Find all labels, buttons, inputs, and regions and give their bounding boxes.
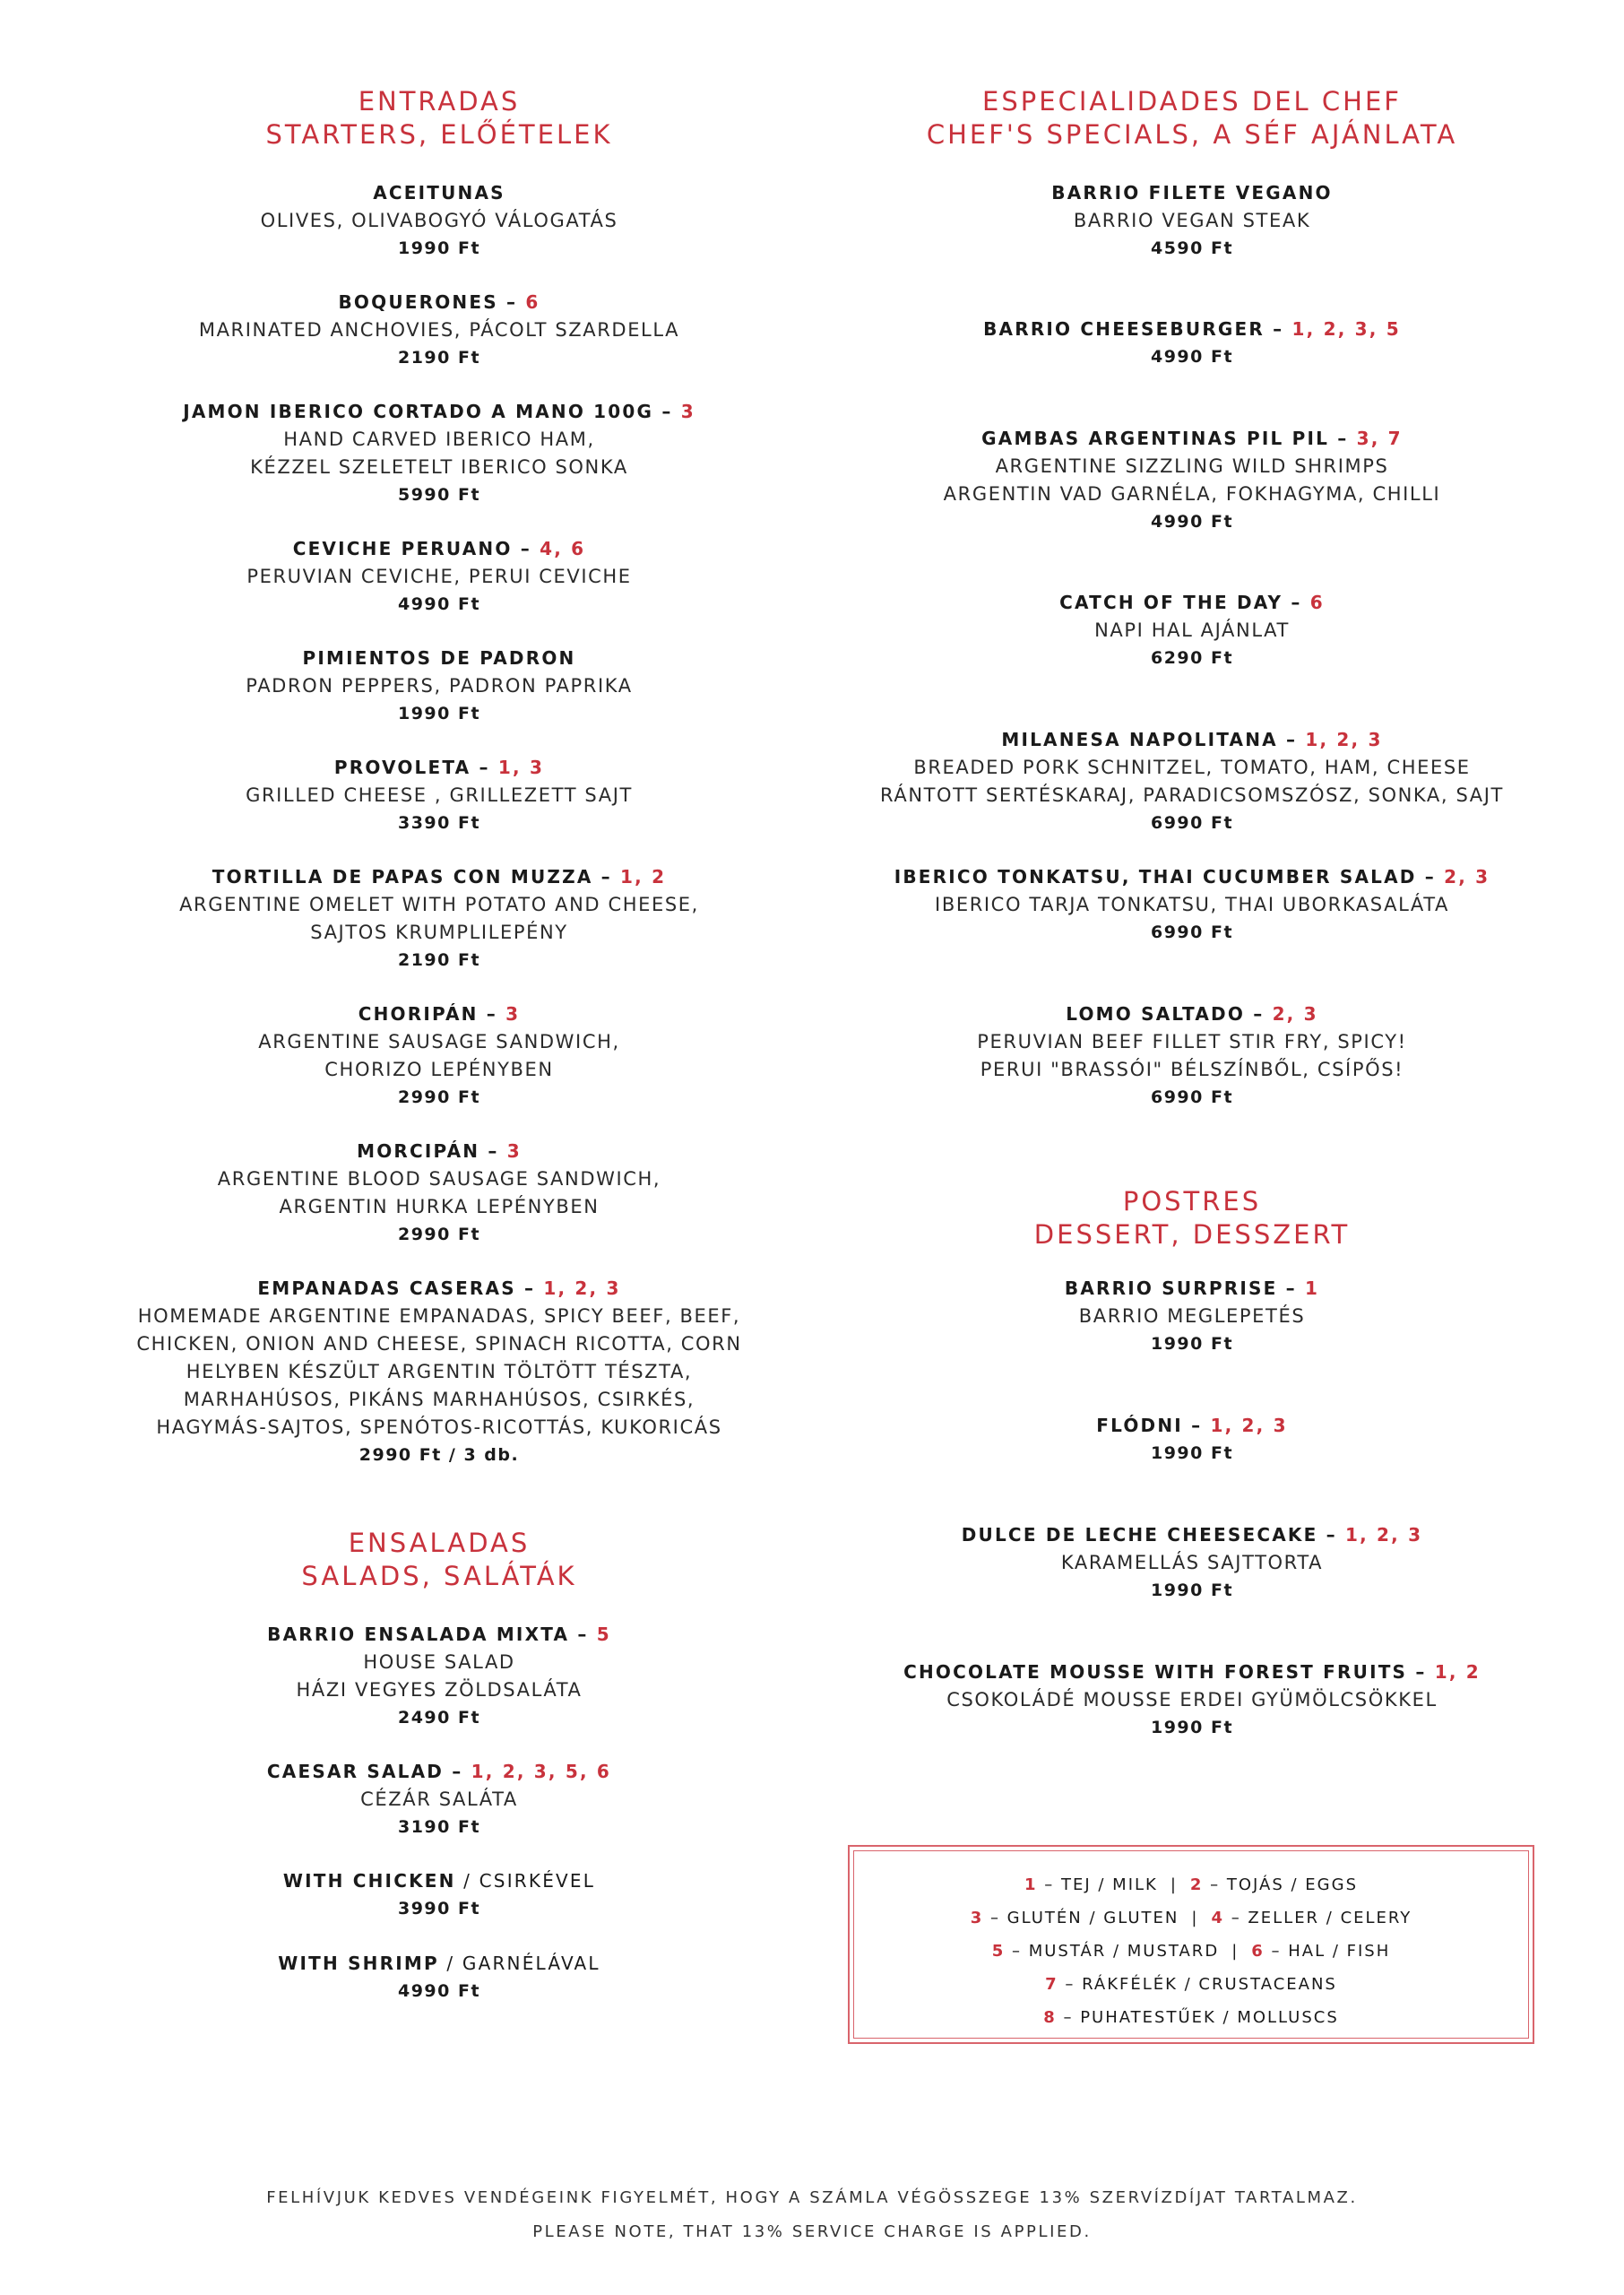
dish-name: CATCH OF THE DAY — [1059, 592, 1283, 613]
menu-item — [81, 1867, 798, 1923]
allergen-codes: 4, 6 — [540, 538, 586, 559]
allergen-number: 8 — [1043, 2008, 1057, 2027]
allergen-number: 2 — [1189, 1875, 1204, 1894]
allergen-name: – RÁKFÉLÉK / CRUSTACEANS — [1058, 1975, 1337, 1994]
allergen-separator: – — [1245, 1003, 1273, 1025]
item-name — [81, 863, 798, 891]
dish-description: KARAMELLÁS SAJTTORTA — [1060, 1552, 1324, 1573]
allergen-separator: – — [1265, 318, 1292, 340]
dish-name: CHORIPÁN — [358, 1003, 479, 1025]
item-name — [825, 863, 1559, 891]
item-name — [81, 1950, 798, 1978]
menu-item — [81, 1758, 798, 1841]
dish-description: PERUVIAN BEEF FILLET STIR FRY, SPICY! — [977, 1031, 1407, 1052]
dish-name: BARRIO CHEESEBURGER — [983, 318, 1265, 340]
allergen-codes: 1, 2, 3, 5, 6 — [471, 1761, 612, 1782]
allergen-separator: – — [497, 291, 526, 313]
dish-price: 4990 Ft — [1150, 347, 1234, 367]
dish-description: PADRON PEPPERS, PADRON PAPRIKA — [246, 675, 633, 697]
allergen-codes: 2, 3 — [1272, 1003, 1318, 1025]
dish-name: IBERICO TONKATSU, THAI CUCUMBER SALAD — [894, 866, 1417, 888]
dish-description: CHICKEN, ONION AND CHEESE, SPINACH RICOTTA, CORN — [136, 1333, 742, 1355]
legend-row — [850, 1901, 1533, 1935]
dish-name: BARRIO SURPRISE — [1064, 1277, 1278, 1299]
allergen-name: – GLUTÉN / GLUTEN — [983, 1909, 1179, 1927]
dish-name: GAMBAS ARGENTINAS PIL PIL — [981, 428, 1330, 449]
dish-price: 2190 Ft — [397, 348, 481, 368]
item-name — [825, 1275, 1559, 1303]
dish-name: BARRIO FILETE VEGANO — [1051, 182, 1333, 204]
allergen-separator: – — [1277, 729, 1306, 750]
dish-description: SAJTOS KRUMPLILEPÉNY — [310, 922, 568, 943]
section-title-specials-line: CHEF'S SPECIALS, A SÉF AJÁNLATA — [926, 119, 1458, 150]
legend-divider: | — [1231, 1942, 1240, 1961]
dish-price: 1990 Ft — [397, 704, 481, 723]
item-name — [825, 1000, 1559, 1028]
dish-price: 6990 Ft — [1150, 813, 1234, 833]
section-title-dessert-line: DESSERT, DESSZERT — [1033, 1219, 1351, 1250]
allergen-codes: 1, 2 — [620, 866, 667, 888]
allergen-separator: – — [515, 1277, 544, 1299]
item-name — [825, 179, 1559, 207]
allergen-codes: 3 — [680, 401, 695, 422]
dish-name: PROVOLETA — [333, 757, 471, 778]
dish-description: ARGENTINE OMELET WITH POTATO AND CHEESE, — [179, 894, 699, 915]
allergen-separator: – — [512, 538, 540, 559]
allergen-codes: 3 — [505, 1003, 521, 1025]
dish-description: HAGYMÁS-SAJTOS, SPENÓTOS-RICOTTÁS, KUKORICÁS — [156, 1416, 722, 1438]
allergen-separator: – — [444, 1761, 471, 1782]
dish-price: 4990 Ft — [397, 1981, 481, 2001]
allergen-separator: – — [1317, 1524, 1345, 1546]
dish-description: PERUVIAN CEVICHE, PERUI CEVICHE — [246, 566, 632, 587]
item-name — [825, 589, 1559, 617]
allergen-separator: – — [1277, 1277, 1305, 1299]
menu-item — [81, 398, 798, 509]
dish-description: PERUI "BRASSÓI" BÉLSZÍNBŐL, CSÍPŐS! — [980, 1059, 1404, 1080]
dish-name: CAESAR SALAD — [266, 1761, 445, 1782]
dish-name: TORTILLA DE PAPAS CON MUZZA — [212, 866, 593, 888]
section-title-starters — [81, 85, 798, 152]
dish-name: MORCIPÁN — [357, 1140, 480, 1162]
dish-name: CEVICHE PERUANO — [292, 538, 513, 559]
allergen-separator: – — [479, 1140, 507, 1162]
dish-name: BARRIO ENSALADA MIXTA — [267, 1624, 570, 1645]
dish-description: BARRIO MEGLEPETÉS — [1078, 1305, 1306, 1327]
allergen-codes: 1, 2, 3 — [1210, 1415, 1288, 1436]
menu-item — [825, 726, 1559, 837]
allergen-number: 5 — [991, 1942, 1006, 1961]
dish-description: HAND CARVED IBERICO HAM, — [283, 429, 595, 450]
dish-price: 2990 Ft / 3 db. — [358, 1445, 520, 1465]
dish-price: 4990 Ft — [1150, 512, 1234, 532]
dish-name: CHOCOLATE MOUSSE WITH FOREST FRUITS — [903, 1661, 1408, 1683]
menu-item — [81, 863, 798, 974]
allergen-number: 4 — [1211, 1909, 1224, 1927]
dish-price: 2190 Ft — [397, 950, 481, 970]
dish-price: 3390 Ft — [397, 813, 481, 833]
dish-name: ACEITUNAS — [373, 182, 505, 204]
item-name — [825, 1412, 1559, 1440]
dish-price: 2990 Ft — [397, 1225, 481, 1244]
allergen-codes: 1, 2, 3, 5 — [1291, 318, 1401, 340]
allergen-separator: – — [1283, 592, 1310, 613]
allergen-separator: – — [1416, 866, 1445, 888]
menu-item — [825, 1000, 1559, 1112]
menu-item — [825, 316, 1559, 371]
section-title-salads-line: SALADS, SALÁTÁK — [301, 1561, 577, 1591]
menu-item — [81, 1621, 798, 1732]
menu-item — [825, 1658, 1559, 1742]
footer-service-note-en: PLEASE NOTE, THAT 13% SERVICE CHARGE IS APPLIED. — [532, 2222, 1092, 2241]
allergen-separator: – — [653, 401, 681, 422]
dish-price: 6990 Ft — [1150, 922, 1234, 942]
section-title-salads — [81, 1527, 798, 1593]
item-name — [825, 1658, 1559, 1686]
dish-description: HOMEMADE ARGENTINE EMPANADAS, SPICY BEEF, BEEF, — [137, 1305, 741, 1327]
allergen-separator: – — [592, 866, 621, 888]
menu-item — [81, 179, 798, 263]
dish-description: IBERICO TARJA TONKATSU, THAI UBORKASALÁTA — [935, 894, 1449, 915]
menu-item — [81, 1138, 798, 1249]
allergen-separator: – — [569, 1624, 597, 1645]
dish-description: HELYBEN KÉSZÜLT ARGENTIN TÖLTÖTT TÉSZTA, — [186, 1361, 693, 1382]
dish-name: MILANESA NAPOLITANA — [1001, 729, 1278, 750]
allergen-name: – HAL / FISH — [1264, 1942, 1391, 1961]
menu-item — [81, 1275, 798, 1469]
item-name — [81, 179, 798, 207]
section-title-starters-line: STARTERS, ELŐÉTELEK — [265, 119, 613, 150]
section-title-dessert-line: POSTRES — [1122, 1186, 1262, 1217]
allergen-number: 1 — [1024, 1875, 1038, 1894]
legend-row — [850, 2001, 1533, 2034]
legend-divider: | — [1191, 1909, 1199, 1927]
dish-description: CÉZÁR SALÁTA — [360, 1788, 518, 1810]
dish-description: ARGENTIN VAD GARNÉLA, FOKHAGYMA, CHILLI — [943, 483, 1441, 505]
dish-price: 4590 Ft — [1150, 238, 1234, 258]
dish-price: 1990 Ft — [397, 238, 481, 258]
dish-description: ARGENTINE SAUSAGE SANDWICH, — [258, 1031, 620, 1052]
dish-price: 3190 Ft — [397, 1817, 481, 1837]
legend-row — [850, 1935, 1533, 1968]
menu-item — [81, 1950, 798, 2005]
allergen-legend — [848, 1845, 1534, 2044]
allergen-separator: – — [471, 757, 498, 778]
item-name — [81, 1275, 798, 1303]
dish-name-suffix: / CSIRKÉVEL — [455, 1870, 596, 1892]
item-name — [825, 425, 1559, 453]
allergen-codes: 1, 2 — [1434, 1661, 1481, 1683]
legend-lines — [850, 1868, 1533, 2034]
allergen-number: 7 — [1045, 1975, 1058, 1994]
dish-description: MARHAHÚSOS, PIKÁNS MARHAHÚSOS, CSIRKÉS, — [183, 1389, 695, 1410]
allergen-separator: – — [478, 1003, 506, 1025]
dish-price: 4990 Ft — [397, 594, 481, 614]
dish-price: 1990 Ft — [1150, 1334, 1234, 1354]
menu-item — [81, 754, 798, 837]
allergen-codes: 1 — [1304, 1277, 1320, 1299]
dish-price: 2490 Ft — [397, 1708, 481, 1728]
allergen-separator: – — [1182, 1415, 1211, 1436]
dish-price: 1990 Ft — [1150, 1581, 1234, 1600]
allergen-codes: 1, 2, 3 — [1305, 729, 1383, 750]
dish-description: HOUSE SALAD — [363, 1651, 515, 1673]
section-title-specials-line: ESPECIALIDADES DEL CHEF — [982, 86, 1402, 117]
dish-name: BOQUERONES — [338, 291, 498, 313]
menu-item — [825, 1412, 1559, 1468]
allergen-name: – TOJÁS / EGGS — [1203, 1875, 1358, 1894]
dish-name: FLÓDNI — [1096, 1415, 1183, 1436]
allergen-name: – MUSTÁR / MUSTARD — [1005, 1942, 1220, 1961]
dish-name: LOMO SALTADO — [1066, 1003, 1246, 1025]
allergen-codes: 2, 3 — [1444, 866, 1490, 888]
menu-item — [81, 1000, 798, 1112]
dish-description: GRILLED CHEESE , GRILLEZETT SAJT — [246, 784, 633, 806]
dish-description: MARINATED ANCHOVIES, PÁCOLT SZARDELLA — [198, 319, 680, 341]
dish-description: RÁNTOTT SERTÉSKARAJ, PARADICSOMSZÓSZ, SONKA, SAJT — [880, 784, 1504, 806]
dish-description: ARGENTINE BLOOD SAUSAGE SANDWICH, — [217, 1168, 661, 1190]
menu-item — [825, 589, 1559, 672]
dish-price: 3990 Ft — [397, 1899, 481, 1918]
item-name — [81, 754, 798, 782]
menu-item — [81, 535, 798, 619]
allergen-codes: 3 — [506, 1140, 522, 1162]
dish-description: ARGENTIN HURKA LEPÉNYBEN — [279, 1196, 600, 1217]
dish-name: JAMON IBERICO CORTADO A MANO 100G — [183, 401, 654, 422]
section-title-dessert — [825, 1185, 1559, 1251]
dish-description: BARRIO VEGAN STEAK — [1073, 210, 1311, 231]
item-name — [81, 645, 798, 672]
allergen-number: 3 — [970, 1909, 984, 1927]
item-name — [825, 316, 1559, 343]
dish-name: EMPANADAS CASERAS — [257, 1277, 516, 1299]
legend-divider: | — [1170, 1875, 1178, 1894]
dish-price: 5990 Ft — [397, 485, 481, 505]
dish-name-suffix: / GARNÉLÁVAL — [438, 1953, 600, 1974]
allergen-codes: 3, 7 — [1356, 428, 1403, 449]
dish-description: BREADED PORK SCHNITZEL, TOMATO, HAM, CHEESE — [913, 757, 1471, 778]
dish-description: KÉZZEL SZELETELT IBERICO SONKA — [250, 456, 628, 478]
section-title-starters-line: ENTRADAS — [358, 86, 521, 117]
dish-description: CHORIZO LEPÉNYBEN — [324, 1059, 554, 1080]
dish-name: DULCE DE LECHE CHEESECAKE — [961, 1524, 1318, 1546]
allergen-codes: 5 — [596, 1624, 611, 1645]
dish-price: 1990 Ft — [1150, 1718, 1234, 1737]
allergen-codes: 1, 2, 3 — [543, 1277, 621, 1299]
item-name — [81, 1000, 798, 1028]
item-name — [81, 289, 798, 316]
dish-price: 6990 Ft — [1150, 1087, 1234, 1107]
allergen-name: – TEJ / MILK — [1037, 1875, 1158, 1894]
menu-item — [825, 1275, 1559, 1358]
allergen-codes: 1, 3 — [497, 757, 545, 778]
section-title-specials — [825, 85, 1559, 152]
item-name — [81, 1867, 798, 1895]
menu-item — [825, 425, 1559, 536]
dish-price: 1990 Ft — [1150, 1443, 1234, 1463]
item-name — [81, 1758, 798, 1786]
dish-price: 6290 Ft — [1150, 648, 1234, 668]
item-name — [81, 1621, 798, 1649]
dish-name: PIMIENTOS DE PADRON — [302, 647, 576, 669]
allergen-number: 6 — [1251, 1942, 1265, 1961]
dish-description: OLIVES, OLIVABOGYÓ VÁLOGATÁS — [260, 210, 618, 231]
dish-description: ARGENTINE SIZZLING WILD SHRIMPS — [995, 455, 1389, 477]
dish-description: NAPI HAL AJÁNLAT — [1094, 619, 1290, 641]
dish-description: HÁZI VEGYES ZÖLDSALÁTA — [296, 1679, 583, 1701]
allergen-name: – ZELLER / CELERY — [1223, 1909, 1412, 1927]
dish-name: WITH SHRIMP — [278, 1953, 439, 1974]
allergen-name: – PUHATESTŰEK / MOLLUSCS — [1056, 2008, 1339, 2027]
item-name — [81, 535, 798, 563]
item-name — [81, 1138, 798, 1165]
menu-item — [825, 179, 1559, 263]
menu-item — [81, 645, 798, 728]
legend-row — [850, 1968, 1533, 2001]
dish-description: CSOKOLÁDÉ MOUSSE ERDEI GYÜMÖLCSÖKKEL — [946, 1689, 1438, 1710]
item-name — [81, 398, 798, 426]
allergen-codes: 6 — [1309, 592, 1325, 613]
item-name — [825, 726, 1559, 754]
menu-item — [81, 289, 798, 372]
footer-service-note-hu: FELHÍVJUK KEDVES VENDÉGEINK FIGYELMÉT, HOGY A SZÁMLA VÉGÖSSZEGE 13% SZERVÍZDÍJAT TARTALMAZ. — [266, 2188, 1358, 2207]
allergen-codes: 1, 2, 3 — [1344, 1524, 1423, 1546]
menu-item — [825, 1521, 1559, 1605]
menu-item — [825, 863, 1559, 947]
section-title-salads-line: ENSALADAS — [348, 1528, 531, 1558]
item-name — [825, 1521, 1559, 1549]
allergen-codes: 6 — [525, 291, 540, 313]
dish-name: WITH CHICKEN — [282, 1870, 456, 1892]
allergen-separator: – — [1407, 1661, 1435, 1683]
allergen-separator: – — [1329, 428, 1357, 449]
legend-row — [850, 1868, 1533, 1901]
dish-price: 2990 Ft — [397, 1087, 481, 1107]
